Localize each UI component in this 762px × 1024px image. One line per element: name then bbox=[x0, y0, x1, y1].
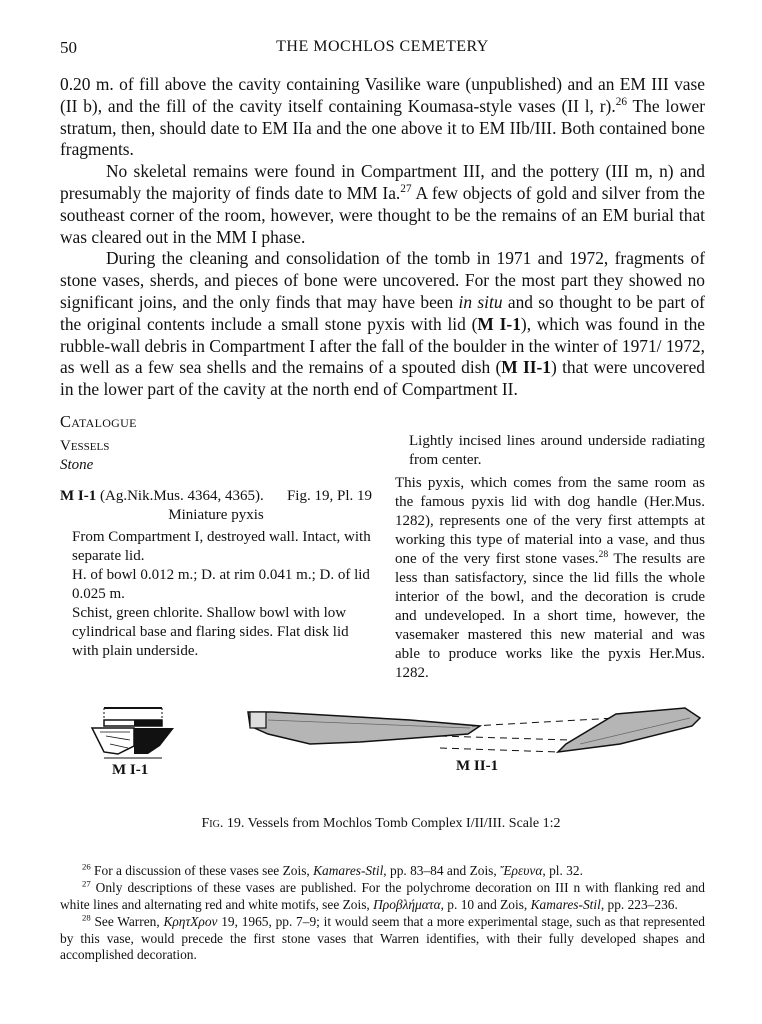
footnote-ref-27: 27 bbox=[400, 183, 412, 196]
p3-ref-mii1: M II-1 bbox=[501, 357, 551, 378]
paragraph-2 bbox=[60, 161, 705, 248]
fn26-text-b: , pp. 83–84 and Zois, bbox=[383, 863, 501, 878]
fn28-text-a: See Warren, bbox=[90, 914, 164, 930]
fn26-title-1: Kamares-Stil bbox=[313, 863, 384, 878]
paragraph-1 bbox=[60, 74, 705, 161]
entry-dimensions: H. of bowl 0.012 m.; D. at rim 0.041 m.; D. of lid 0.025 m. bbox=[72, 567, 370, 602]
catalogue-heading: Catalogue bbox=[60, 412, 137, 431]
fn26-title-2: Ἔρευνα bbox=[500, 863, 543, 878]
footnote-26 bbox=[60, 863, 705, 879]
p1-text-b: The lower stratum, then, should date to EM IIa and the one above it to EM IIb/III. Both contained bone fragments. bbox=[60, 95, 706, 160]
p3-text-a: During the cleaning and consolidation of the tomb in 1971 and 1972, fragments of stone vases, sherds, and pieces of bone were uncovered. For the most part they showed no significant joins, and the only finds that may have been bbox=[60, 248, 705, 312]
page-number: 50 bbox=[60, 38, 77, 57]
fn27-text-c: , pp. 223–236. bbox=[600, 896, 678, 912]
footnote-27 bbox=[60, 880, 705, 913]
fn28-title-1: ΚρητΧρον bbox=[163, 914, 218, 930]
catalogue-sub-stone: Stone bbox=[60, 457, 94, 473]
p2-text-a: No skeletal remains were found in Compartment III, and the pottery (III m, n) and presumably the majority of finds date to MM Ia. bbox=[60, 161, 705, 203]
fn27-text-b: , p. 10 and Zois, bbox=[440, 896, 531, 912]
pyxis-mi1-drawing bbox=[92, 708, 174, 758]
fn26-number: 26 bbox=[82, 861, 91, 872]
entry-discussion bbox=[395, 474, 705, 683]
discussion-text-b: The results are less than satisfactory, since the lid fills the whole interior of the bowl, and the decoration is crude and undeveloped. In a short time, however, the vasemaker mastered this new material and was able to produce works like the pyxis Her.Mus. 1282. bbox=[395, 551, 705, 681]
entry-museum: (Ag.Nik.Mus. 4364, 4365). bbox=[96, 488, 264, 504]
running-title: THE MOCHLOS CEMETERY bbox=[276, 38, 489, 55]
fn27-number: 27 bbox=[82, 878, 91, 889]
entry-incised-note: Lightly incised lines around underside radiating from center. bbox=[409, 433, 705, 468]
entry-name: Miniature pyxis bbox=[168, 507, 264, 523]
p3-ref-mi1: M I-1 bbox=[477, 313, 521, 334]
footnote-28 bbox=[60, 914, 705, 963]
figure-label-mi1: M I-1 bbox=[112, 762, 149, 778]
discussion-text-a: This pyxis, which comes from the same room as the famous pyxis lid with dog handle (Her.Mus. 1282), represents one of the very first attempts at working this type of material into a vase, and thus one of the very first stone vases. bbox=[395, 475, 705, 567]
fn27-title-1: Προβλήματα bbox=[373, 896, 441, 912]
catalogue-sub-vessels: Vessels bbox=[60, 438, 110, 454]
entry-material: Schist, green chlorite. Shallow bowl with low cylindrical base and flaring sides. Flat disk lid with plain underside. bbox=[72, 605, 349, 659]
figure-label-mii1: M II-1 bbox=[456, 758, 499, 774]
p1-text-a: 0.20 m. of fill above the cavity containing Vasilike ware (unpublished) and an EM III vase (II b), and the fill of the cavity itself containing Koumasa-style vases (II l, r). bbox=[60, 74, 705, 116]
caption-fig-number: Fig. 19. bbox=[201, 816, 245, 831]
fn27-title-2: Kamares-Stil bbox=[530, 896, 601, 912]
figure-caption bbox=[0, 816, 762, 832]
fn26-text-c: , pl. 32. bbox=[542, 863, 583, 878]
fn26-text-a: For a discussion of these vases see Zois, bbox=[90, 863, 314, 878]
p3-in-situ: in situ bbox=[458, 291, 503, 312]
p3-text-b: and so thought to be part of the original contents include a small stone pyxis with lid ( bbox=[60, 291, 705, 334]
footnote-ref-28: 28 bbox=[598, 549, 609, 560]
entry-heading bbox=[60, 487, 372, 506]
entry-provenance: From Compartment I, destroyed wall. Intact, with separate lid. bbox=[72, 529, 371, 564]
p3-text-c: ), which was found in the rubble-wall debris in Compartment I after the fall of the boulder in the winter of 1971/ 1972, as well as a few sea shells and the remains of a spouted dish ( bbox=[60, 313, 705, 378]
catalogue-left-column bbox=[60, 412, 372, 661]
entry-fig-ref: Fig. 19, Pl. 19 bbox=[286, 488, 372, 504]
dish-mii1-drawing bbox=[248, 708, 700, 752]
vessel-drawings bbox=[60, 700, 705, 800]
fn27-text-a: Only descriptions of these vases are published. For the polychrome decoration on III n with flanking red and white lines and alternating red and white motifs, see Zois, bbox=[60, 880, 705, 912]
catalogue-right-column bbox=[395, 432, 705, 683]
figure-19 bbox=[60, 700, 705, 800]
running-head bbox=[60, 38, 705, 64]
fn28-text-b: 19, 1965, pp. 7–9; it would seem that a more experimental stage, such as that represented by this vase, would precede the first stone vases that Warren identifies, with their fully developed shapes and accomplished decoration. bbox=[60, 914, 705, 963]
footnote-ref-26: 26 bbox=[615, 96, 627, 108]
p3-text-d: ) that were uncovered in the lower part of the cavity at the north end of Compartment II. bbox=[60, 357, 705, 400]
entry-id: M I-1 bbox=[60, 488, 97, 504]
paragraph-3 bbox=[60, 248, 705, 401]
body-text bbox=[60, 74, 705, 401]
caption-text: Vessels from Mochlos Tomb Complex I/II/III. Scale 1:2 bbox=[244, 816, 561, 831]
fn28-number: 28 bbox=[82, 912, 91, 923]
footnotes bbox=[60, 863, 705, 964]
p2-text-b: A few objects of gold and silver from the southeast corner of the room, however, were thought to be the remains of an EM burial that was cleared out in the MM I phase. bbox=[60, 182, 706, 247]
